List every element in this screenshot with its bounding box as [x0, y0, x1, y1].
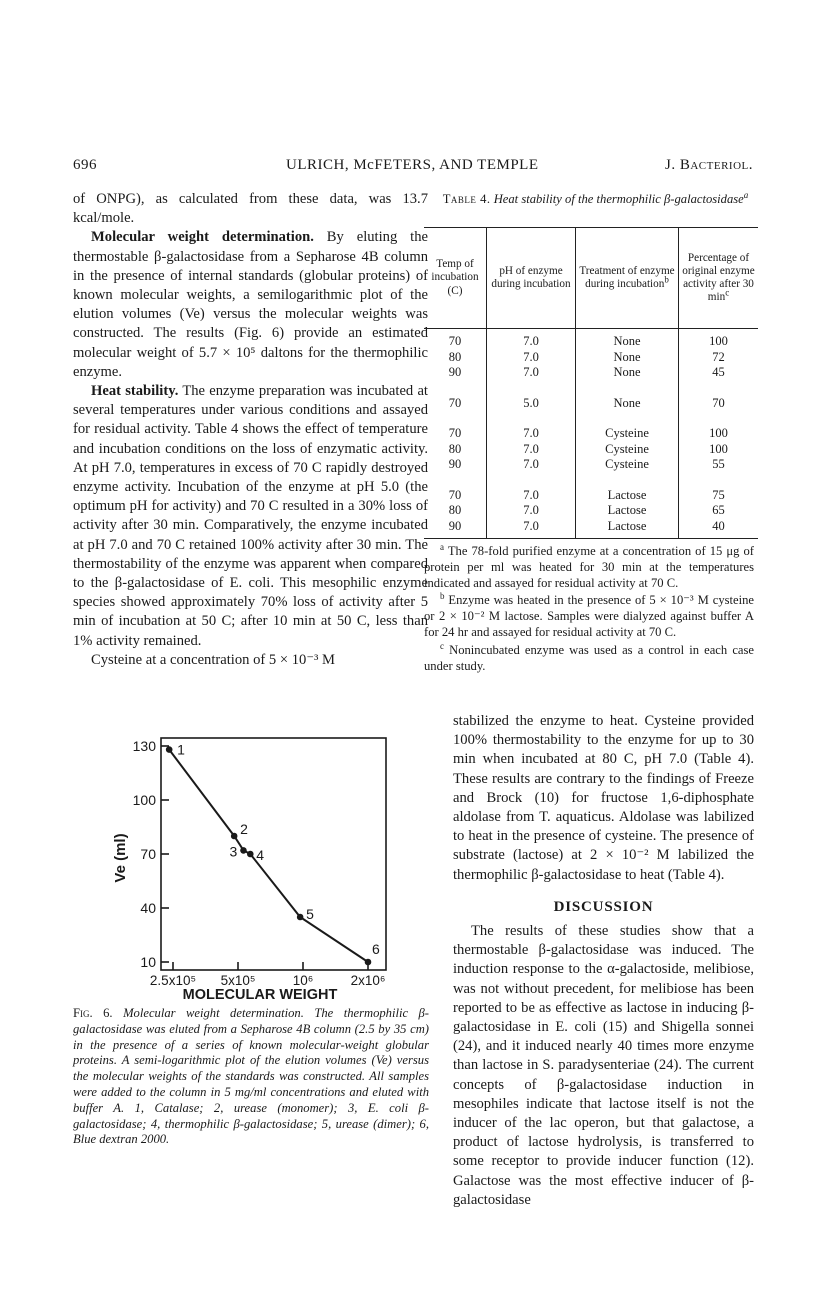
table-cell-temp: 70 [448, 395, 462, 410]
table-header-row [424, 228, 758, 329]
table-cell-ph: 7.0 [487, 457, 576, 473]
table-cell-ph: 7.0 [487, 426, 576, 442]
table-header-temp [424, 228, 487, 329]
header-temp-text: Temp of incubation (C) [431, 258, 479, 297]
table-cell-temp: 80 [448, 441, 462, 456]
y-tick-label: 10 [140, 954, 156, 970]
table-4-label: Table 4. [442, 192, 491, 206]
footnote-text: Nonincubated enzyme was used as a control in each case under study. [424, 642, 754, 673]
table-cell-pct: 72 [679, 350, 759, 366]
data-point [231, 833, 238, 840]
table-cell-treatment: None [576, 365, 679, 381]
header-percentage-text: Percentage of original enzyme activity after 30 min [682, 251, 755, 304]
right-para-1: stabilized the enzyme to heat. Cysteine provided 100% thermostability to the enzyme for up to 30 min when incubated at 80 C, pH 7.0 (Table 4). These results are contrary to the findings of Freeze and Brock (10) for fructose 1,6-diphosphate aldolase from T. aquaticus. Aldolase was labilized to heat in the presence of cysteine. The presence of substrate (lactose) at 2 × 10⁻² M labilized the thermophilic β-galactosidase to heat (Table 4). [453, 713, 754, 883]
table-row [424, 365, 758, 381]
table-footnote [424, 541, 754, 591]
left-para-2-body: By eluting the thermostable β-galactosidase from a Sepharose 4B column in the presence of internal standards (globular proteins) of known molecular weights, a semilogarithmic plot of the elution volumes (Ve) versus the molecular weights was constructed. The results (Fig. 6) provide an estimated molecular weight of 5.7 × 10⁵ daltons for the thermophilic enzyme. [73, 229, 428, 380]
x-tick-label: 2.5x10⁵ [149, 973, 197, 988]
table-spacer-cell [487, 381, 576, 396]
table-cell-treatment: Cysteine [576, 442, 679, 458]
table-footnote [424, 593, 754, 640]
table-row [424, 442, 758, 458]
data-point-label: 3 [229, 843, 238, 860]
table-cell-pct: 55 [679, 457, 759, 473]
table-cell-pct: 40 [679, 519, 759, 539]
journal-name: J. Bacteriol. [665, 157, 753, 173]
table-cell-treatment: None [576, 329, 679, 350]
table-cell-temp: 90 [424, 519, 487, 539]
table-cell-pct: 75 [679, 488, 759, 504]
y-tick-label: 70 [140, 846, 156, 862]
running-authors: ULRICH, McFETERS, AND TEMPLE [286, 157, 539, 173]
table-spacer-cell [679, 473, 759, 488]
left-para-1: of ONPG), as calculated from these data, was 13.7 kcal/mole. [73, 191, 428, 227]
footnote-text: Enzyme was heated in the presence of 5 × 10⁻³ M cysteine or 2 × 10⁻² M lactose. Samples were dialyzed against buffer A for 24 hr and assayed for residual activity at 70 C. [424, 593, 754, 639]
table-header-treatment [576, 228, 679, 329]
header-treatment-text: Treatment of enzyme during incubation [579, 264, 675, 290]
table-cell-ph: 7.0 [487, 519, 576, 539]
table-cell-temp: 90 [448, 365, 462, 379]
data-point [166, 746, 173, 753]
table-cell-treatment: Lactose [576, 503, 679, 519]
header-treatment-note: b [664, 274, 669, 285]
table-cell-temp: 70 [448, 334, 462, 348]
table-spacer-cell [576, 411, 679, 426]
table-spacer-cell [487, 411, 576, 426]
x-axis-ticks [150, 962, 385, 988]
left-para-3 [73, 382, 428, 651]
table-cell-ph: 7.0 [487, 350, 576, 366]
left-column [73, 190, 428, 670]
table-row [424, 503, 758, 519]
fit-curve [169, 750, 368, 962]
table-cell-pct: 70 [679, 396, 759, 412]
table-cell-ph: 7.0 [487, 503, 576, 519]
table-footnote [424, 640, 754, 675]
header-ph-text: pH of enzyme during incubation [491, 264, 571, 290]
table-cell-treatment: None [576, 350, 679, 366]
footnote-text: The 78-fold purified enzyme at a concentration of 15 μg of protein per ml was heated for 30 min at the temperatures indicated and assayed for residual activity at 70 C. [424, 544, 754, 590]
x-tick-label: 5x10⁵ [220, 973, 256, 988]
table-cell-ph: 7.0 [487, 442, 576, 458]
table-row [424, 488, 758, 504]
footnote-mark: c [440, 640, 444, 651]
table-spacer-row [424, 411, 758, 426]
table-4-footnotes [424, 541, 754, 676]
table-spacer-row [424, 381, 758, 396]
data-points [166, 742, 380, 966]
table-cell-treatment: Cysteine [576, 426, 679, 442]
figure-6-caption [73, 1006, 429, 1148]
discussion-heading: DISCUSSION [553, 899, 654, 915]
data-point [240, 847, 247, 854]
figure-6-caption-text: Molecular weight determination. The thermophilic β-galactosidase was eluted from a Sepharose 4B column (2.5 by 35 cm) in the presence of a series of known molecular-weight globular proteins. A semi-logarithmic plot of the elution volumes (Ve) versus the molecular weights of the standards was constructed. All samples were added to the column in 5 mg/ml concentrations and eluted with buffer A. 1, Catalase; 2, urease (monomer); 3, E. coli β-galactosidase; 4, thermophilic β-galactosidase; 5, urease (dimer); 6, Blue dextran 2000. [73, 1006, 429, 1147]
x-tick-label: 10⁶ [292, 973, 314, 988]
data-point [297, 914, 304, 921]
y-tick-label: 130 [132, 738, 156, 754]
table-cell-ph: 7.0 [487, 329, 576, 350]
plot-frame [161, 738, 386, 970]
y-axis-label: Ve (ml) [112, 833, 129, 883]
y-tick-label: 100 [132, 792, 156, 808]
table-cell-temp: 80 [448, 503, 462, 517]
table-cell-pct: 100 [679, 329, 759, 350]
data-point-label: 1 [177, 741, 185, 758]
data-point-label: 4 [256, 847, 265, 863]
section-heading-molecular-weight: Molecular weight determination. [91, 229, 314, 246]
footnote-mark: b [440, 591, 445, 602]
x-tick-label: 2x10⁶ [350, 973, 386, 988]
table-row [424, 396, 758, 412]
table-spacer-cell [424, 381, 487, 396]
table-cell-treatment: Lactose [576, 488, 679, 504]
y-tick-label: 40 [140, 900, 156, 916]
data-point [247, 851, 254, 858]
table-4-caption [437, 191, 754, 207]
left-para-4: Cysteine at a concentration of 5 × 10⁻³ M [91, 651, 336, 668]
table-header-percentage [679, 228, 759, 329]
figure-6-label: Fig. 6. [73, 1006, 113, 1020]
section-heading-heat-stability: Heat stability. [91, 383, 179, 400]
table-header-ph [487, 228, 576, 329]
table-spacer-cell [679, 381, 759, 396]
table-row [424, 426, 758, 442]
table-cell-treatment: Lactose [576, 519, 679, 539]
data-point [365, 959, 372, 966]
table-row [424, 519, 758, 539]
y-axis-ticks [133, 738, 169, 970]
data-point-label: 2 [240, 821, 248, 837]
right-column [453, 712, 754, 885]
table-spacer-cell [576, 381, 679, 396]
table-cell-treatment: Cysteine [576, 457, 679, 473]
table-cell-ph: 7.0 [487, 488, 576, 504]
table-spacer-cell [679, 411, 759, 426]
table-spacer-cell [424, 473, 487, 488]
discussion-column [453, 922, 754, 1210]
table-cell-temp: 80 [448, 349, 462, 364]
table-cell-pct: 65 [679, 503, 759, 519]
left-para-2 [73, 228, 428, 382]
table-cell-ph: 5.0 [487, 396, 576, 412]
table-4-title-note: a [743, 189, 749, 200]
table-cell-pct: 100 [679, 426, 759, 442]
table-cell-treatment: None [576, 396, 679, 412]
table-spacer-cell [576, 473, 679, 488]
x-axis-label: MOLECULAR WEIGHT [182, 987, 338, 1003]
table-row [424, 350, 758, 366]
footnote-mark: a [440, 541, 444, 552]
table-cell-ph: 7.0 [487, 365, 576, 381]
table-spacer-cell [424, 411, 487, 426]
discussion-para-1: The results of these studies show that a thermostable β-galactosidase was induced. The induction response to the α-galactoside, melibiose, was not without precedent, for melibiose has been reported to be as effective as lactose in inducing β-galactosidase in E. coli (15) and Shigella sonnei (24), and it induced nearly 40 times more enzyme than lactose in S. paradysenteriae (24). The current concepts of β-galactosidase induction in mesophiles indicate that lactose itself is not the inducer of the lac operon, but that galactose, a product of lactose hydrolysis, is transferred to some receptor to provide inducer function (12). Galactose was the most effective inducer of β-galactosidase [453, 923, 754, 1208]
table-row [424, 457, 758, 473]
left-para-3-body: The enzyme preparation was incubated at several temperatures under various conditions and assayed for residual activity. Table 4 shows the effect of temperature and incubation conditions on the loss of enzymatic activity. At pH 7.0, temperatures in excess of 70 C rapidly destroyed enzyme activity. Incubation of the enzyme at pH 5.0 (the optimum pH for activity) and 70 C resulted in a 30% loss of activity after 30 min. Comparatively, the enzyme incubated at pH 7.0 and 70 C retained 100% activity after 30 min. The thermostability of the enzyme was apparent when compared to the β-galactosidase of E. coli. This mesophilic enzyme species showed approximately 70% loss of activity after 5 min of incubation at 50 C; after 10 min at 50 C, less than 1% activity remained. [73, 383, 428, 649]
running-header [73, 157, 753, 181]
page-number: 696 [73, 157, 97, 173]
table-row [424, 329, 758, 350]
table-cell-temp: 70 [448, 426, 462, 440]
table-cell-temp: 90 [448, 457, 462, 471]
figure-6-chart [110, 728, 410, 1004]
data-point-label: 5 [306, 906, 314, 922]
header-percentage-note: c [725, 287, 730, 298]
data-point-label: 6 [372, 941, 380, 957]
table-cell-pct: 100 [679, 442, 759, 458]
table-spacer-cell [487, 473, 576, 488]
table-4 [424, 227, 758, 539]
table-4-title: Heat stability of the thermophilic β-galactosidase [493, 192, 744, 206]
table-spacer-row [424, 473, 758, 488]
table-cell-temp: 70 [448, 487, 462, 502]
table-4-body [424, 329, 758, 539]
table-cell-pct: 45 [679, 365, 759, 381]
